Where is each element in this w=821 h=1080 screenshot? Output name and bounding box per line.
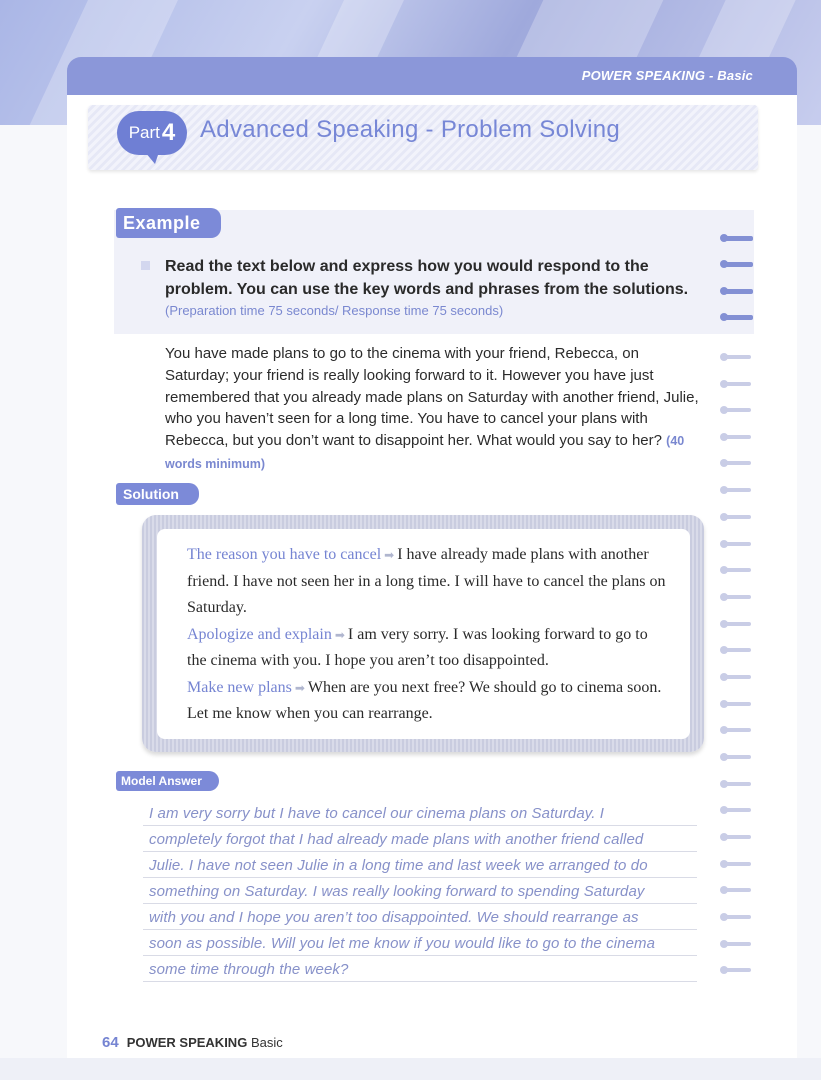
solution-item [187,675,667,728]
words-minimum-note: (40 words minimum) [165,434,685,471]
footer-book-level: Basic [250,1035,283,1050]
model-answer [143,800,697,982]
binding-ring-icon [723,461,751,465]
bottom-strip [0,1058,821,1080]
arrow-right-icon: ➡ [294,680,305,695]
part-number: 4 [161,119,176,146]
binding-ring-icon [723,488,751,492]
binding-ring-icon [723,862,751,866]
binding-ring-icon [723,408,751,412]
solution-text: I am very sorry. I was looking forward to go to the cinema with you. I hope you aren’t too disappointed. [187,625,648,669]
header-title: POWER SPEAKING - Basic [581,68,753,83]
solution-key: Apologize and explain [187,625,332,643]
solution-key: Make new plans [187,678,292,696]
solution-tag: Solution [116,483,199,505]
binding-ring-icon [723,315,753,320]
binding-ring-icon [723,382,751,386]
binding-ring-icon [723,915,751,919]
model-answer-line: soon as possible. Will you let me know if you would like to go to the cinema [143,930,697,956]
solution-item [187,542,667,622]
binding-ring-icon [723,755,751,759]
binding-ring-icon [723,808,751,812]
arrow-right-icon: ➡ [334,627,345,642]
binding-ring-icon [723,675,751,679]
solution-item [187,622,667,675]
model-answer-tag: Model Answer [116,771,219,791]
binding-ring-icon [723,648,751,652]
model-answer-line: completely forgot that I had already made plans with another friend called [143,826,697,852]
solution-text: When are you next free? We should go to cinema soon. Let me know when you can rearrange. [187,678,662,722]
binding-ring-icon [723,542,751,546]
binding-ring-icon [723,262,753,267]
binding-ring-icon [723,968,751,972]
binding-ring-icon [723,782,751,786]
binding-ring-icon [723,435,751,439]
model-answer-line: something on Saturday. I was really looking forward to spending Saturday [143,878,697,904]
example-tag: Example [116,208,221,238]
scenario-body: You have made plans to go to the cinema with your friend, Rebecca, on Saturday; your friend is really looking forward to it. However you have just remembered that you already made plans on Saturday with another friend, Julie, who you haven’t seen for a long time. You have to cancel your plans with Rebecca, but you don’t want to disappoint her. What would you say to her? [165,345,699,450]
solution-list [187,542,667,728]
binding-ring-icon [723,595,751,599]
scenario-text [165,343,705,476]
model-answer-line: some time through the week? [143,956,697,982]
binding-ring-icon [723,622,751,626]
arrow-right-icon: ➡ [384,548,395,562]
page-number: 64 [102,1034,119,1051]
part-title: Advanced Speaking - Problem Solving [200,116,621,143]
binding-ring-icon [723,728,751,732]
binding-ring-icon [723,888,751,892]
binding-ring-icon [723,289,753,294]
solution-text: I have already made plans with another friend. I have not seen her in a long time. I will have to cancel the plans on Saturday. [187,546,666,616]
footer-book-title: POWER SPEAKING [126,1035,248,1050]
instruction: Read the text below and express how you would respond to the problem. You can use the key words and phrases from the solutions. [165,258,689,298]
binding-ring-icon [723,568,751,572]
binding-ring-icon [723,236,753,241]
part-badge [117,111,187,155]
binding-ring-icon [723,355,751,359]
model-answer-line: I am very sorry but I have to cancel our cinema plans on Saturday. I [143,800,697,826]
binding-ring-icon [723,515,751,519]
binding-ring-icon [723,702,751,706]
page-footer [102,1034,283,1051]
binding-ring-icon [723,835,751,839]
solution-key: The reason you have to cancel [187,546,382,563]
model-answer-line: with you and I hope you aren’t too disappointed. We should rearrange as [143,904,697,930]
model-answer-line: Julie. I have not seen Julie in a long time and last week we arranged to do [143,852,697,878]
bullet-square-icon [141,261,150,270]
binding-ring-icon [723,942,751,946]
part-label: Part [128,123,160,142]
time-note: (Preparation time 75 seconds/ Response time 75 seconds) [165,303,504,318]
